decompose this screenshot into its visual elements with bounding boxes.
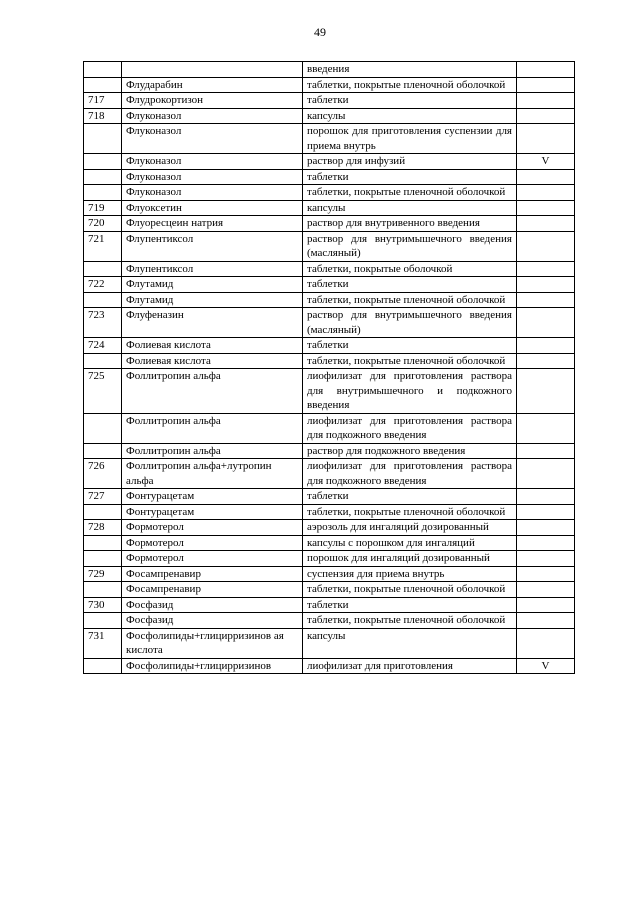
row-number-cell xyxy=(84,169,122,185)
vital-mark-cell xyxy=(517,566,575,582)
row-number-cell xyxy=(84,62,122,78)
vital-mark-cell: V xyxy=(517,658,575,674)
drug-name-cell: Флуфеназин xyxy=(122,308,303,338)
vital-mark-cell xyxy=(517,108,575,124)
row-number-cell: 724 xyxy=(84,338,122,354)
table-row xyxy=(84,261,575,277)
table-row xyxy=(84,520,575,536)
dosage-form-cell: таблетки xyxy=(303,489,517,505)
drug-name-cell: Фоллитропин альфа xyxy=(122,443,303,459)
row-number-cell: 723 xyxy=(84,308,122,338)
vital-mark-cell xyxy=(517,231,575,261)
table-row xyxy=(84,124,575,154)
dosage-form-cell: лиофилизат для приготовления xyxy=(303,658,517,674)
table-row xyxy=(84,613,575,629)
drug-name-cell: Флупентиксол xyxy=(122,261,303,277)
dosage-form-cell: таблетки, покрытые пленочной оболочкой xyxy=(303,292,517,308)
drug-name-cell: Флуоресцеин натрия xyxy=(122,216,303,232)
table-row xyxy=(84,277,575,293)
row-number-cell: 720 xyxy=(84,216,122,232)
row-number-cell xyxy=(84,292,122,308)
vital-mark-cell xyxy=(517,169,575,185)
vital-mark-cell xyxy=(517,443,575,459)
drug-name-cell xyxy=(122,62,303,78)
table-row xyxy=(84,216,575,232)
table-row xyxy=(84,154,575,170)
dosage-form-cell: раствор для внутримышечного введения (масляный) xyxy=(303,308,517,338)
row-number-cell: 730 xyxy=(84,597,122,613)
vital-mark-cell xyxy=(517,413,575,443)
drug-name-cell: Флуконазол xyxy=(122,124,303,154)
table-row xyxy=(84,231,575,261)
drug-name-cell: Фосампренавир xyxy=(122,582,303,598)
row-number-cell xyxy=(84,582,122,598)
row-number-cell: 721 xyxy=(84,231,122,261)
dosage-form-cell: раствор для внутримышечного введения (масляный) xyxy=(303,231,517,261)
drug-name-cell: Флуконазол xyxy=(122,154,303,170)
dosage-form-cell: суспензия для приема внутрь xyxy=(303,566,517,582)
drug-name-cell: Фоллитропин альфа xyxy=(122,413,303,443)
vital-mark-cell xyxy=(517,459,575,489)
table-row xyxy=(84,77,575,93)
row-number-cell xyxy=(84,353,122,369)
vital-mark-cell xyxy=(517,369,575,414)
vital-mark-cell xyxy=(517,551,575,567)
dosage-form-cell: таблетки xyxy=(303,597,517,613)
vital-mark-cell xyxy=(517,597,575,613)
row-number-cell xyxy=(84,154,122,170)
dosage-form-cell: порошок для приготовления суспензии для приема внутрь xyxy=(303,124,517,154)
table-row xyxy=(84,338,575,354)
vital-mark-cell xyxy=(517,277,575,293)
dosage-form-cell: таблетки xyxy=(303,338,517,354)
dosage-form-cell: таблетки, покрытые пленочной оболочкой xyxy=(303,582,517,598)
vital-mark-cell xyxy=(517,338,575,354)
dosage-form-cell: порошок для ингаляций дозированный xyxy=(303,551,517,567)
drug-name-cell: Флуконазол xyxy=(122,169,303,185)
row-number-cell: 718 xyxy=(84,108,122,124)
drug-name-cell: Фосфазид xyxy=(122,597,303,613)
table-row xyxy=(84,535,575,551)
dosage-form-cell: раствор для подкожного введения xyxy=(303,443,517,459)
row-number-cell: 725 xyxy=(84,369,122,414)
row-number-cell xyxy=(84,535,122,551)
dosage-form-cell: аэрозоль для ингаляций дозированный xyxy=(303,520,517,536)
row-number-cell: 727 xyxy=(84,489,122,505)
row-number-cell: 726 xyxy=(84,459,122,489)
dosage-form-cell: раствор для инфузий xyxy=(303,154,517,170)
table-row xyxy=(84,185,575,201)
vital-mark-cell xyxy=(517,353,575,369)
table-row xyxy=(84,308,575,338)
dosage-form-cell: капсулы xyxy=(303,200,517,216)
table-row xyxy=(84,628,575,658)
dosage-form-cell: таблетки, покрытые пленочной оболочкой xyxy=(303,77,517,93)
row-number-cell xyxy=(84,77,122,93)
vital-mark-cell xyxy=(517,62,575,78)
row-number-cell: 719 xyxy=(84,200,122,216)
drug-list-table xyxy=(83,61,575,674)
table-row xyxy=(84,597,575,613)
table-row xyxy=(84,566,575,582)
drug-name-cell: Фолиевая кислота xyxy=(122,353,303,369)
row-number-cell xyxy=(84,261,122,277)
vital-mark-cell xyxy=(517,504,575,520)
dosage-form-cell: лиофилизат для приготовления раствора для внутримышечного и подкожного введения xyxy=(303,369,517,414)
drug-name-cell: Фонтурацетам xyxy=(122,504,303,520)
dosage-form-cell: таблетки, покрытые пленочной оболочкой xyxy=(303,613,517,629)
drug-name-cell: Формотерол xyxy=(122,551,303,567)
table-body xyxy=(84,62,575,674)
vital-mark-cell xyxy=(517,200,575,216)
drug-name-cell: Фонтурацетам xyxy=(122,489,303,505)
dosage-form-cell: капсулы xyxy=(303,108,517,124)
table-row xyxy=(84,504,575,520)
dosage-form-cell: таблетки, покрытые пленочной оболочкой xyxy=(303,504,517,520)
drug-name-cell: Флуконазол xyxy=(122,185,303,201)
table-row xyxy=(84,658,575,674)
dosage-form-cell: капсулы с порошком для ингаляций xyxy=(303,535,517,551)
row-number-cell xyxy=(84,551,122,567)
drug-name-cell: Фосфазид xyxy=(122,613,303,629)
vital-mark-cell xyxy=(517,216,575,232)
drug-name-cell: Флуоксетин xyxy=(122,200,303,216)
row-number-cell xyxy=(84,124,122,154)
dosage-form-cell: таблетки xyxy=(303,169,517,185)
drug-name-cell: Флутамид xyxy=(122,292,303,308)
vital-mark-cell xyxy=(517,308,575,338)
table-row xyxy=(84,413,575,443)
row-number-cell: 729 xyxy=(84,566,122,582)
vital-mark-cell xyxy=(517,185,575,201)
drug-name-cell: Формотерол xyxy=(122,535,303,551)
table-row xyxy=(84,108,575,124)
drug-name-cell: Фосфолипиды+глицирризинов xyxy=(122,658,303,674)
row-number-cell xyxy=(84,504,122,520)
dosage-form-cell: таблетки xyxy=(303,277,517,293)
drug-name-cell: Фосфолипиды+глицирризинов ая кислота xyxy=(122,628,303,658)
row-number-cell xyxy=(84,613,122,629)
table-row xyxy=(84,169,575,185)
table-row xyxy=(84,292,575,308)
table-row xyxy=(84,62,575,78)
table-row xyxy=(84,443,575,459)
table-row xyxy=(84,582,575,598)
row-number-cell: 728 xyxy=(84,520,122,536)
drug-name-cell: Фоллитропин альфа+лутропин альфа xyxy=(122,459,303,489)
vital-mark-cell xyxy=(517,261,575,277)
vital-mark-cell xyxy=(517,489,575,505)
vital-mark-cell xyxy=(517,93,575,109)
dosage-form-cell: лиофилизат для приготовления раствора для подкожного введения xyxy=(303,413,517,443)
vital-mark-cell: V xyxy=(517,154,575,170)
table-row xyxy=(84,200,575,216)
dosage-form-cell: капсулы xyxy=(303,628,517,658)
vital-mark-cell xyxy=(517,77,575,93)
page-number: 49 xyxy=(314,25,326,39)
table-row xyxy=(84,489,575,505)
drug-name-cell: Флуконазол xyxy=(122,108,303,124)
vital-mark-cell xyxy=(517,520,575,536)
vital-mark-cell xyxy=(517,613,575,629)
row-number-cell: 731 xyxy=(84,628,122,658)
table-row xyxy=(84,459,575,489)
row-number-cell xyxy=(84,443,122,459)
drug-name-cell: Фоллитропин альфа xyxy=(122,369,303,414)
vital-mark-cell xyxy=(517,628,575,658)
table-row xyxy=(84,353,575,369)
drug-name-cell: Фолиевая кислота xyxy=(122,338,303,354)
row-number-cell xyxy=(84,185,122,201)
row-number-cell xyxy=(84,658,122,674)
vital-mark-cell xyxy=(517,124,575,154)
table-row xyxy=(84,369,575,414)
dosage-form-cell: таблетки, покрытые оболочкой xyxy=(303,261,517,277)
row-number-cell: 722 xyxy=(84,277,122,293)
drug-name-cell: Флудрокортизон xyxy=(122,93,303,109)
row-number-cell: 717 xyxy=(84,93,122,109)
drug-name-cell: Флударабин xyxy=(122,77,303,93)
drug-name-cell: Фосампренавир xyxy=(122,566,303,582)
vital-mark-cell xyxy=(517,292,575,308)
dosage-form-cell: таблетки, покрытые пленочной оболочкой xyxy=(303,353,517,369)
dosage-form-cell: раствор для внутривенного введения xyxy=(303,216,517,232)
table-row xyxy=(84,93,575,109)
dosage-form-cell: введения xyxy=(303,62,517,78)
drug-name-cell: Формотерол xyxy=(122,520,303,536)
drug-name-cell: Флутамид xyxy=(122,277,303,293)
dosage-form-cell: таблетки xyxy=(303,93,517,109)
vital-mark-cell xyxy=(517,582,575,598)
table-row xyxy=(84,551,575,567)
vital-mark-cell xyxy=(517,535,575,551)
row-number-cell xyxy=(84,413,122,443)
drug-name-cell: Флупентиксол xyxy=(122,231,303,261)
dosage-form-cell: таблетки, покрытые пленочной оболочкой xyxy=(303,185,517,201)
dosage-form-cell: лиофилизат для приготовления раствора для подкожного введения xyxy=(303,459,517,489)
